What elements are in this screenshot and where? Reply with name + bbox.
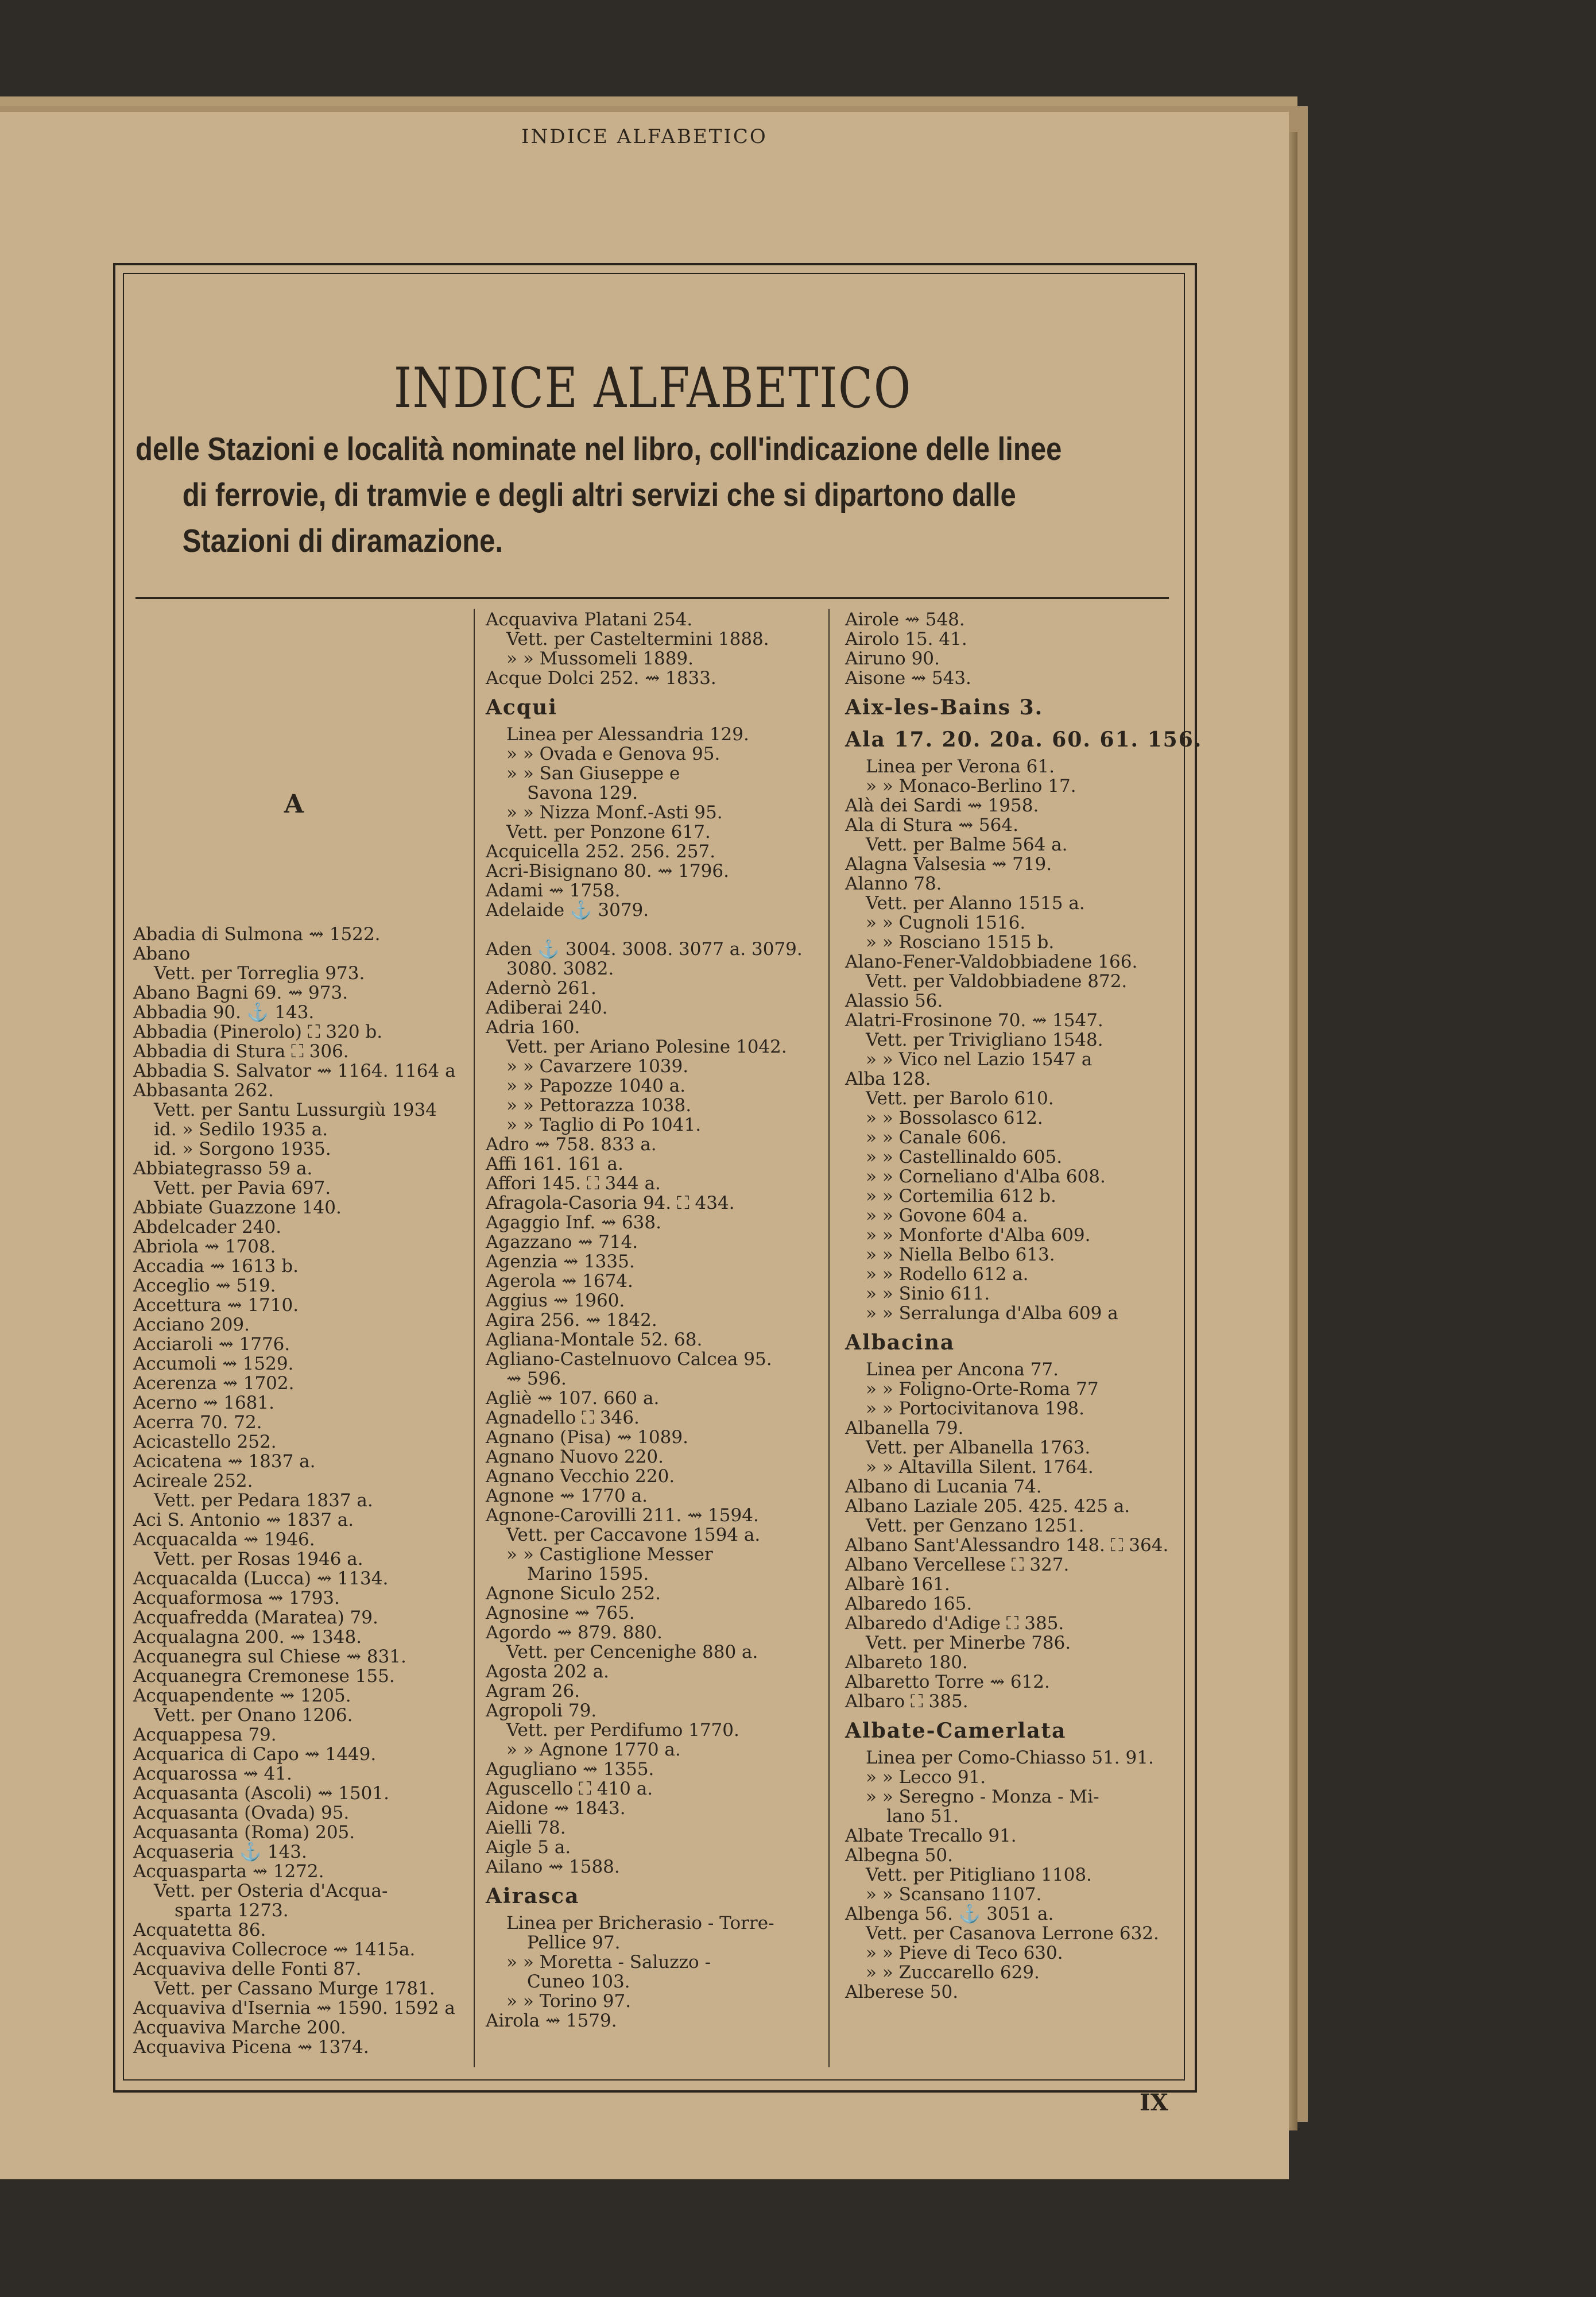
- index-entry: » » Monaco-Berlino 17.: [866, 776, 1076, 796]
- index-entry: Agordo ⇝ 879. 880.: [486, 1622, 663, 1643]
- index-entry: Acquanegra sul Chiese ⇝ 831.: [133, 1646, 406, 1667]
- index-entry: Agnano Vecchio 220.: [486, 1466, 675, 1487]
- index-entry: » » Cugnoli 1516.: [866, 912, 1026, 933]
- index-entry: Agosta 202 a.: [486, 1661, 609, 1682]
- index-entry: Agropoli 79.: [486, 1700, 597, 1721]
- index-entry: Acciano 209.: [133, 1314, 250, 1335]
- index-entry: Albaredo d'Adige ⛶ 385.: [845, 1613, 1064, 1634]
- index-entry: Vett. per Minerbe 786.: [866, 1633, 1071, 1653]
- index-entry: Acquacalda ⇝ 1946.: [133, 1529, 315, 1550]
- index-entry: Acquanegra Cremonese 155.: [133, 1666, 395, 1687]
- index-entry: Vett. per Barolo 610.: [866, 1088, 1054, 1109]
- index-entry: 3080. 3082.: [506, 958, 614, 979]
- index-heading: Acqui: [486, 695, 557, 720]
- index-entry: Vett. per Genzano 1251.: [866, 1515, 1084, 1536]
- index-entry: Vett. per Trivigliano 1548.: [866, 1030, 1103, 1050]
- index-entry: Aci S. Antonio ⇝ 1837 a.: [133, 1510, 354, 1530]
- index-entry: Alà dei Sardi ⇝ 1958.: [845, 795, 1039, 816]
- index-entry: Marino 1595.: [527, 1564, 649, 1584]
- index-heading: Aix-les-Bains 3.: [845, 695, 1044, 720]
- index-entry: Agliano-Castelnuovo Calcea 95.: [486, 1349, 772, 1370]
- index-entry: » » Govone 604 a.: [866, 1205, 1028, 1226]
- index-entry: Abriola ⇝ 1708.: [133, 1236, 276, 1257]
- index-entry: Aielli 78.: [486, 1818, 566, 1838]
- index-entry: Abbadia S. Salvator ⇝ 1164. 1164 a: [133, 1061, 456, 1081]
- index-entry: Linea per Verona 61.: [866, 756, 1055, 777]
- index-entry: » » Canale 606.: [866, 1127, 1007, 1148]
- index-entry: Vett. per Pavia 697.: [154, 1178, 331, 1198]
- index-entry: id. » Sedilo 1935 a.: [154, 1119, 328, 1140]
- index-entry: » » Rosciano 1515 b.: [866, 932, 1055, 953]
- index-entry: Acerenza ⇝ 1702.: [133, 1373, 295, 1394]
- index-entry: Cuneo 103.: [527, 1971, 630, 1992]
- index-entry: Acceglio ⇝ 519.: [133, 1275, 276, 1296]
- index-entry: Aidone ⇝ 1843.: [486, 1798, 626, 1819]
- index-entry: » » Castellinaldo 605.: [866, 1147, 1063, 1167]
- index-entry: Vett. per Santu Lussurgiù 1934: [154, 1100, 437, 1120]
- index-entry: Albaretto Torre ⇝ 612.: [845, 1672, 1050, 1692]
- index-entry: Alanno 78.: [845, 873, 942, 894]
- index-entry: » » Portocivitanova 198.: [866, 1398, 1084, 1419]
- index-entry: Acquaviva d'Isernia ⇝ 1590. 1592 a: [133, 1998, 455, 2018]
- index-entry: Alatri-Frosinone 70. ⇝ 1547.: [845, 1010, 1103, 1031]
- index-entry: » » Torino 97.: [506, 1991, 632, 2012]
- index-entry: Abbadia 90. ⚓ 143.: [133, 1002, 315, 1023]
- index-entry: Albanella 79.: [845, 1418, 964, 1438]
- index-entry: Accumoli ⇝ 1529.: [133, 1354, 294, 1374]
- index-entry: Adelaide ⚓ 3079.: [486, 900, 649, 921]
- index-entry: Linea per Bricherasio - Torre-: [506, 1913, 774, 1933]
- index-entry: Agnosine ⇝ 765.: [486, 1603, 635, 1623]
- index-entry: » » Scansano 1107.: [866, 1884, 1042, 1905]
- index-entry: » » Seregno - Monza - Mi-: [866, 1786, 1099, 1807]
- index-entry: Airuno 90.: [845, 648, 940, 669]
- section-letter: A: [284, 790, 304, 819]
- index-heading: Albacina: [845, 1331, 955, 1355]
- index-entry: Albareto 180.: [845, 1652, 968, 1673]
- index-entry: id. » Sorgono 1935.: [154, 1139, 331, 1159]
- index-entry: » » Agnone 1770 a.: [506, 1739, 681, 1760]
- index-entry: Abadia di Sulmona ⇝ 1522.: [133, 924, 381, 945]
- index-entry: Acque Dolci 252. ⇝ 1833.: [486, 668, 716, 689]
- index-entry: Agliana-Montale 52. 68.: [486, 1329, 703, 1350]
- index-entry: Vett. per Cassano Murge 1781.: [154, 1978, 435, 1999]
- index-entry: Acquacalda (Lucca) ⇝ 1134.: [133, 1568, 389, 1589]
- index-entry: Vett. per Albanella 1763.: [866, 1437, 1091, 1458]
- index-entry: Albano Laziale 205. 425. 425 a.: [845, 1496, 1130, 1517]
- index-entry: Acquaformosa ⇝ 1793.: [133, 1588, 340, 1608]
- index-entry: Acerno ⇝ 1681.: [133, 1393, 274, 1413]
- index-entry: Abdelcader 240.: [133, 1217, 282, 1238]
- main-title: INDICE ALFABETICO: [393, 356, 912, 420]
- index-entry: Savona 129.: [527, 783, 638, 803]
- index-entry: Acquasparta ⇝ 1272.: [133, 1861, 324, 1882]
- subtitle: [135, 426, 1062, 564]
- index-entry: Agazzano ⇝ 714.: [486, 1232, 638, 1252]
- column-separator-2: [828, 609, 830, 2067]
- index-entry: Agnadello ⛶ 346.: [486, 1407, 640, 1428]
- index-entry: Acri-Bisignano 80. ⇝ 1796.: [486, 861, 729, 881]
- index-entry: Acciaroli ⇝ 1776.: [133, 1334, 290, 1355]
- column-separator-1: [474, 609, 475, 2067]
- index-entry: Vett. per Ariano Polesine 1042.: [506, 1037, 787, 1057]
- index-entry: Linea per Como-Chiasso 51. 91.: [866, 1747, 1154, 1768]
- index-entry: Afragola-Casoria 94. ⛶ 434.: [486, 1193, 735, 1213]
- index-entry: Ala di Stura ⇝ 564.: [845, 815, 1018, 836]
- index-entry: Airole ⇝ 548.: [845, 609, 965, 630]
- index-entry: » » Castiglione Messer: [506, 1544, 713, 1565]
- index-entry: Vett. per Torreglia 973.: [154, 963, 365, 984]
- index-column-2: [486, 610, 803, 2031]
- index-entry: Vett. per Casanova Lerrone 632.: [866, 1923, 1159, 1944]
- index-entry: lano 51.: [886, 1806, 959, 1827]
- index-entry: Alassio 56.: [845, 991, 943, 1011]
- index-entry: Acerra 70. 72.: [133, 1412, 262, 1433]
- title-rule: [135, 597, 1169, 599]
- index-entry: [486, 920, 803, 939]
- index-entry: Agliè ⇝ 107. 660 a.: [486, 1388, 660, 1409]
- index-entry: Vett. per Pitigliano 1108.: [866, 1865, 1092, 1885]
- index-entry: Affori 145. ⛶ 344 a.: [486, 1173, 661, 1194]
- index-entry: Acireale 252.: [133, 1471, 253, 1491]
- index-entry: Linea per Ancona 77.: [866, 1359, 1059, 1380]
- index-entry: Agnano (Pisa) ⇝ 1089.: [486, 1427, 688, 1448]
- index-entry: » » Foligno-Orte-Roma 77: [866, 1379, 1099, 1399]
- index-entry: Agaggio Inf. ⇝ 638.: [486, 1212, 661, 1233]
- index-entry: Agerola ⇝ 1674.: [486, 1271, 633, 1291]
- index-entry: Alano-Fener-Valdobbiadene 166.: [845, 952, 1138, 972]
- index-entry: Acquarica di Capo ⇝ 1449.: [133, 1744, 377, 1765]
- index-entry: Albegna 50.: [845, 1845, 953, 1866]
- index-entry: Albate Trecallo 91.: [845, 1826, 1017, 1846]
- index-entry: Agnone ⇝ 1770 a.: [486, 1486, 648, 1506]
- index-entry: » » Monforte d'Alba 609.: [866, 1225, 1091, 1246]
- index-entry: Vett. per Onano 1206.: [154, 1705, 353, 1726]
- index-entry: Alberese 50.: [845, 1982, 959, 2002]
- index-entry: Adernò 261.: [486, 978, 596, 999]
- index-entry: Acquasanta (Roma) 205.: [133, 1822, 355, 1843]
- index-entry: Abano: [133, 943, 191, 964]
- index-entry: Vett. per Valdobbiadene 872.: [866, 971, 1128, 992]
- index-entry: Acqualagna 200. ⇝ 1348.: [133, 1627, 362, 1648]
- index-entry: » » San Giuseppe e: [506, 763, 680, 784]
- index-entry: Vett. per Rosas 1946 a.: [154, 1549, 363, 1569]
- index-entry: » » Sinio 611.: [866, 1283, 990, 1304]
- index-heading: Albate-Camerlata: [845, 1719, 1067, 1743]
- subtitle-line-3: Stazioni di diramazione.: [182, 523, 503, 559]
- index-entry: Vett. per Alanno 1515 a.: [866, 893, 1085, 914]
- index-entry: Vett. per Casteltermini 1888.: [506, 629, 769, 649]
- index-entry: » » Lecco 91.: [866, 1767, 986, 1788]
- index-entry: » » Zuccarello 629.: [866, 1962, 1040, 1983]
- index-entry: ⇝ 596.: [506, 1368, 567, 1389]
- index-entry: Accettura ⇝ 1710.: [133, 1295, 299, 1316]
- index-entry: » » Pieve di Teco 630.: [866, 1943, 1063, 1963]
- index-entry: sparta 1273.: [175, 1900, 289, 1921]
- index-entry: Acquafredda (Maratea) 79.: [133, 1607, 378, 1628]
- index-entry: Acquapendente ⇝ 1205.: [133, 1685, 351, 1706]
- index-entry: Abbiate Guazzone 140.: [133, 1197, 342, 1218]
- index-entry: » » Papozze 1040 a.: [506, 1076, 686, 1096]
- index-entry: Adro ⇝ 758. 833 a.: [486, 1134, 657, 1155]
- index-entry: Vett. per Osteria d'Acqua-: [154, 1881, 388, 1901]
- index-entry: Adami ⇝ 1758.: [486, 880, 621, 901]
- index-entry: Acquarossa ⇝ 41.: [133, 1764, 292, 1784]
- index-entry: » » Rodello 612 a.: [866, 1264, 1029, 1285]
- index-entry: Abano Bagni 69. ⇝ 973.: [133, 983, 348, 1003]
- index-entry: Abbasanta 262.: [133, 1080, 274, 1101]
- index-entry: Aggius ⇝ 1960.: [486, 1290, 625, 1311]
- subtitle-line-2: di ferrovie, di tramvie e degli altri servizi che si dipartono dalle: [182, 477, 1016, 513]
- index-entry: Acquasanta (Ascoli) ⇝ 1501.: [133, 1783, 389, 1804]
- index-entry: Acquatetta 86.: [133, 1920, 266, 1940]
- index-column-1: [133, 790, 456, 2058]
- index-entry: » » Vico nel Lazio 1547 a: [866, 1049, 1093, 1070]
- index-entry: Agnone Siculo 252.: [486, 1583, 661, 1604]
- index-entry: » » Mussomeli 1889.: [506, 648, 694, 669]
- index-entry: Accadia ⇝ 1613 b.: [133, 1256, 299, 1277]
- index-entry: Albaro ⛶ 385.: [845, 1691, 969, 1712]
- index-column-3: [845, 610, 1202, 2002]
- running-head: INDICE ALFABETICO: [521, 125, 768, 148]
- index-entry: Aisone ⇝ 543.: [845, 668, 971, 689]
- index-heading: Ala 17. 20. 20a. 60. 61. 156.: [845, 728, 1203, 752]
- index-entry: » » Niella Belbo 613.: [866, 1244, 1055, 1265]
- index-entry: Pellice 97.: [527, 1932, 621, 1953]
- index-entry: Albenga 56. ⚓ 3051 a.: [845, 1904, 1054, 1924]
- index-entry: Acquaviva Platani 254.: [486, 609, 693, 630]
- index-entry: Albano Vercellese ⛶ 327.: [845, 1554, 1070, 1575]
- index-entry: Abbadia (Pinerolo) ⛶ 320 b.: [133, 1022, 383, 1042]
- index-entry: Alagna Valsesia ⇝ 719.: [845, 854, 1052, 875]
- index-entry: Ailano ⇝ 1588.: [486, 1857, 620, 1877]
- index-entry: Albaredo 165.: [845, 1594, 973, 1614]
- index-entry: Agenzia ⇝ 1335.: [486, 1251, 635, 1272]
- index-entry: Acquappesa 79.: [133, 1724, 277, 1745]
- index-entry: Abbiategrasso 59 a.: [133, 1158, 313, 1179]
- index-entry: » » Pettorazza 1038.: [506, 1095, 692, 1116]
- index-entry: » » Corneliano d'Alba 608.: [866, 1166, 1106, 1187]
- index-entry: Agugliano ⇝ 1355.: [486, 1759, 654, 1780]
- subtitle-line-1: delle Stazioni e località nominate nel libro, coll'indicazione delle linee: [135, 431, 1062, 467]
- index-entry: Airola ⇝ 1579.: [486, 2010, 617, 2031]
- index-entry: Adria 160.: [486, 1017, 580, 1038]
- page-number: IX: [1140, 2089, 1168, 2116]
- index-entry: » » Cavarzere 1039.: [506, 1056, 689, 1077]
- index-entry: Agnano Nuovo 220.: [486, 1447, 664, 1467]
- index-entry: Adiberai 240.: [486, 997, 608, 1018]
- index-entry: Vett. per Cencenighe 880 a.: [506, 1642, 758, 1662]
- index-heading: Airasca: [486, 1884, 580, 1908]
- index-entry: Acquicella 252. 256. 257.: [486, 841, 716, 862]
- index-entry: Linea per Alessandria 129.: [506, 724, 749, 745]
- index-entry: Albarè 161.: [845, 1574, 950, 1595]
- index-entry: Acquasanta (Ovada) 95.: [133, 1803, 350, 1823]
- index-entry: Acicatena ⇝ 1837 a.: [133, 1451, 316, 1472]
- index-entry: Acquaviva Collecroce ⇝ 1415a.: [133, 1939, 416, 1960]
- index-entry: » » Taglio di Po 1041.: [506, 1115, 702, 1135]
- index-entry: Agira 256. ⇝ 1842.: [486, 1310, 657, 1331]
- index-entry: Agnone-Carovilli 211. ⇝ 1594.: [486, 1505, 759, 1526]
- index-entry: Aden ⚓ 3004. 3008. 3077 a. 3079.: [486, 939, 803, 960]
- index-entry: » » Ovada e Genova 95.: [506, 744, 720, 764]
- index-entry: » » Cortemilia 612 b.: [866, 1186, 1056, 1206]
- index-entry: » » Altavilla Silent. 1764.: [866, 1457, 1094, 1478]
- index-entry: » » Serralunga d'Alba 609 a: [866, 1303, 1118, 1324]
- index-entry: Agram 26.: [486, 1681, 580, 1702]
- index-entry: » » Moretta - Saluzzo -: [506, 1952, 711, 1973]
- index-entry: Aigle 5 a.: [486, 1837, 571, 1858]
- index-entry: Abbadia di Stura ⛶ 306.: [133, 1041, 349, 1062]
- index-entry: Acquaviva Marche 200.: [133, 2017, 346, 2038]
- index-entry: Vett. per Caccavone 1594 a.: [506, 1525, 761, 1545]
- index-entry: Vett. per Pedara 1837 a.: [154, 1490, 373, 1511]
- index-entry: » » Nizza Monf.-Asti 95.: [506, 802, 723, 823]
- index-entry: Vett. per Ponzone 617.: [506, 822, 711, 842]
- index-entry: Airolo 15. 41.: [845, 629, 967, 649]
- index-entry: Acquaseria ⚓ 143.: [133, 1842, 307, 1862]
- index-entry: Acicastello 252.: [133, 1432, 277, 1452]
- index-entry: Alba 128.: [845, 1069, 931, 1089]
- index-entry: Aguscello ⛶ 410 a.: [486, 1778, 653, 1799]
- index-entry: Acquaviva delle Fonti 87.: [133, 1959, 362, 1979]
- index-entry: Vett. per Perdifumo 1770.: [506, 1720, 739, 1741]
- index-entry: Albano Sant'Alessandro 148. ⛶ 364.: [845, 1535, 1169, 1556]
- index-entry: Affi 161. 161 a.: [486, 1154, 623, 1174]
- index-entry: » » Bossolasco 612.: [866, 1108, 1043, 1128]
- index-entry: Vett. per Balme 564 a.: [866, 834, 1068, 855]
- index-entry: Albano di Lucania 74.: [845, 1476, 1042, 1497]
- index-entry: Acquaviva Picena ⇝ 1374.: [133, 2037, 369, 2058]
